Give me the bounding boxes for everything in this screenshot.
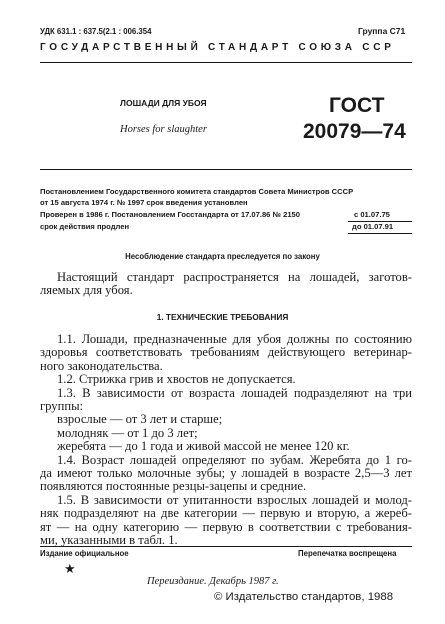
intro-line: Настоящий стандарт распространяется на лошадей, заготов- — [57, 270, 412, 284]
body-line: 1.1. Лошади, предназначенные для убоя должны по состоянию — [57, 332, 412, 346]
date-rule-2 — [348, 233, 412, 234]
star-icon: ★ — [64, 561, 76, 576]
body-line: здоровья соответствовать требованиям действующего ветеринар- — [40, 345, 412, 360]
law-notice: Несоблюдение стандарта преследуется по закону — [125, 252, 320, 261]
body-line: ного законодательства. — [40, 358, 163, 373]
decree-date-start: с 01.07.75 — [354, 210, 390, 219]
body-line: группы: — [40, 399, 84, 414]
body-line: молодняк — от 1 до 3 лет; — [57, 425, 198, 440]
body-line: 1.4. Возраст лошадей определяют по зубам. Жеребята до 1 го- — [57, 452, 412, 467]
group-code: Группа С71 — [358, 26, 406, 36]
title-en: Horses for slaughter — [120, 124, 207, 135]
body-line: жеребята — до 1 года и живой массой не менее 120 кг. — [57, 439, 350, 454]
body-line: да имеют только молочные зубы; у лошадей в возрасте 2,5—3 лет — [40, 466, 412, 481]
body-line: взрослые — от 3 лет и старше; — [57, 412, 223, 427]
gost-number: 20079—74 — [303, 120, 406, 143]
body-line: 1.5. В зависимости от упитанности взрослых лошадей и молод- — [57, 492, 412, 507]
body-line: 1.3. В зависимости от возраста лошадей подразделяют на три — [57, 385, 412, 400]
body-line: 1.2. Стрижка грив и хвостов не допускается. — [57, 372, 296, 387]
title-ru: ЛОШАДИ ДЛЯ УБОЯ — [120, 98, 207, 108]
decree-line-4: срок действия продлен — [40, 222, 130, 231]
body-line: няк подразделяют на две категории — первую и вторую, а жереб- — [40, 506, 412, 521]
body-line: ят — на одну категорию — первую в соответствии с требования- — [40, 519, 412, 534]
reissue-note: Переиздание. Декабрь 1987 г. — [147, 576, 279, 587]
udk-code: УДК 631.1 : 637.5(2.1 : 006.354 — [40, 27, 152, 36]
gost-label: ГОСТ — [329, 94, 385, 117]
edition-label: Издание официальное — [40, 549, 129, 558]
title-rule — [40, 169, 412, 170]
decree-line-1: Постановлением Государственного комитета стандартов Совета Министров СССР — [40, 187, 354, 196]
reprint-notice: Перепечатка воспрещена — [298, 549, 397, 558]
intro-paragraph — [40, 271, 412, 298]
footer-rule — [40, 546, 412, 547]
decree-date-end: до 01.07.91 — [352, 222, 394, 231]
section-heading: 1. ТЕХНИЧЕСКИЕ ТРЕБОВАНИЯ — [156, 312, 289, 322]
header-rule — [40, 62, 412, 63]
intro-line: ляемых для убоя. — [40, 283, 133, 298]
state-standard-header: ГОСУДАРСТВЕННЫЙ СТАНДАРТ СОЮЗА ССР — [40, 42, 395, 53]
body-line: появляются постоянные резцы-зацепы и средние. — [40, 479, 307, 494]
section-body — [40, 333, 412, 548]
decree-line-2: от 15 августа 1974 г. № 1997 срок введения установлен — [40, 198, 248, 207]
body-line: ми, указанными в табл. 1. — [40, 533, 178, 548]
decree-line-3: Проверен в 1986 г. Постановлением Госстандарта от 17.07.86 № 2150 — [40, 210, 300, 219]
copyright: © Издательство стандартов, 1988 — [214, 591, 394, 603]
